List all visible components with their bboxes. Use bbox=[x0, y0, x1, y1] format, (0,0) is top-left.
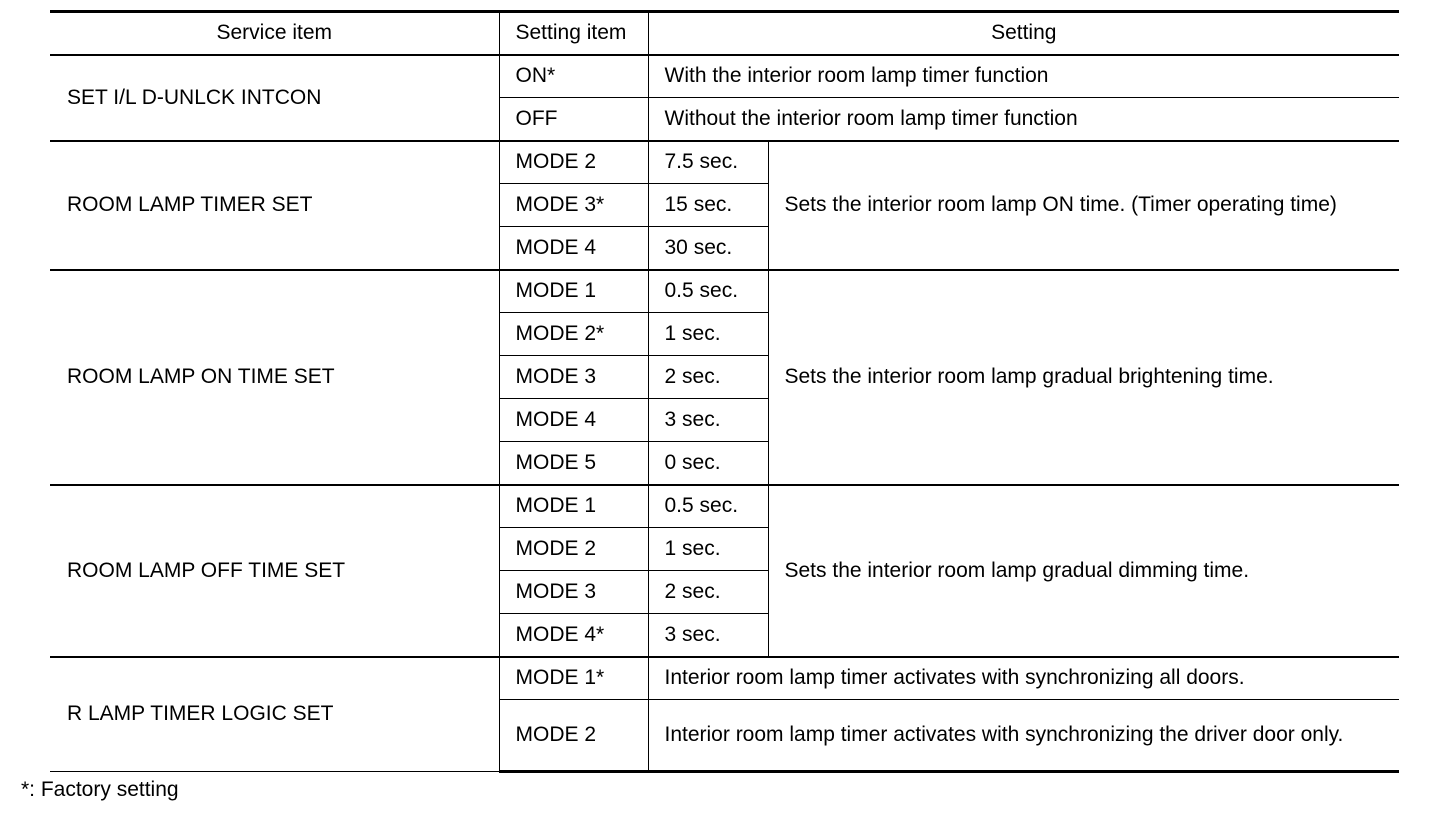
setting-item-cell: MODE 4 bbox=[499, 227, 648, 270]
value-cell: 1 sec. bbox=[648, 528, 768, 571]
table-row bbox=[50, 141, 1399, 184]
setting-item-cell: MODE 1 bbox=[499, 485, 648, 528]
header-setting: Setting bbox=[648, 12, 1399, 55]
settings-table bbox=[50, 10, 1399, 773]
setting-cell: Without the interior room lamp timer function bbox=[648, 98, 1399, 141]
setting-item-cell: MODE 4 bbox=[499, 399, 648, 442]
table-header-row bbox=[50, 12, 1399, 55]
service-item-cell: SET I/L D-UNLCK INTCON bbox=[50, 55, 499, 141]
value-cell: 1 sec. bbox=[648, 313, 768, 356]
setting-item-cell: MODE 3 bbox=[499, 356, 648, 399]
setting-cell: Interior room lamp timer activates with synchronizing all doors. bbox=[648, 657, 1399, 700]
description-cell: Sets the interior room lamp gradual brightening time. bbox=[768, 270, 1399, 485]
table-row bbox=[50, 55, 1399, 98]
setting-item-cell: MODE 2 bbox=[499, 528, 648, 571]
setting-item-cell: ON* bbox=[499, 55, 648, 98]
description-cell: Sets the interior room lamp ON time. (Timer operating time) bbox=[768, 141, 1399, 270]
setting-item-cell: MODE 4* bbox=[499, 614, 648, 657]
setting-cell: With the interior room lamp timer function bbox=[648, 55, 1399, 98]
value-cell: 30 sec. bbox=[648, 227, 768, 270]
value-cell: 15 sec. bbox=[648, 184, 768, 227]
description-cell: Sets the interior room lamp gradual dimming time. bbox=[768, 485, 1399, 657]
value-cell: 7.5 sec. bbox=[648, 141, 768, 184]
setting-item-cell: MODE 5 bbox=[499, 442, 648, 485]
service-item-cell: R LAMP TIMER LOGIC SET bbox=[50, 657, 499, 772]
setting-item-cell: MODE 1 bbox=[499, 270, 648, 313]
value-cell: 2 sec. bbox=[648, 571, 768, 614]
value-cell: 3 sec. bbox=[648, 399, 768, 442]
service-item-cell: ROOM LAMP OFF TIME SET bbox=[50, 485, 499, 657]
setting-cell: Interior room lamp timer activates with synchronizing the driver door only. bbox=[648, 700, 1399, 772]
value-cell: 2 sec. bbox=[648, 356, 768, 399]
service-item-cell: ROOM LAMP TIMER SET bbox=[50, 141, 499, 270]
setting-item-cell: MODE 2 bbox=[499, 141, 648, 184]
setting-item-cell: MODE 3 bbox=[499, 571, 648, 614]
table-row bbox=[50, 270, 1399, 313]
header-setting-item: Setting item bbox=[499, 12, 648, 55]
setting-item-cell: MODE 1* bbox=[499, 657, 648, 700]
value-cell: 0.5 sec. bbox=[648, 485, 768, 528]
service-item-cell: ROOM LAMP ON TIME SET bbox=[50, 270, 499, 485]
setting-item-cell: MODE 2 bbox=[499, 700, 648, 772]
setting-item-cell: OFF bbox=[499, 98, 648, 141]
value-cell: 3 sec. bbox=[648, 614, 768, 657]
value-cell: 0 sec. bbox=[648, 442, 768, 485]
footnote: *: Factory setting bbox=[21, 778, 179, 801]
table-row bbox=[50, 485, 1399, 528]
setting-item-cell: MODE 2* bbox=[499, 313, 648, 356]
table-row bbox=[50, 657, 1399, 700]
value-cell: 0.5 sec. bbox=[648, 270, 768, 313]
header-service-item: Service item bbox=[50, 12, 499, 55]
setting-item-cell: MODE 3* bbox=[499, 184, 648, 227]
